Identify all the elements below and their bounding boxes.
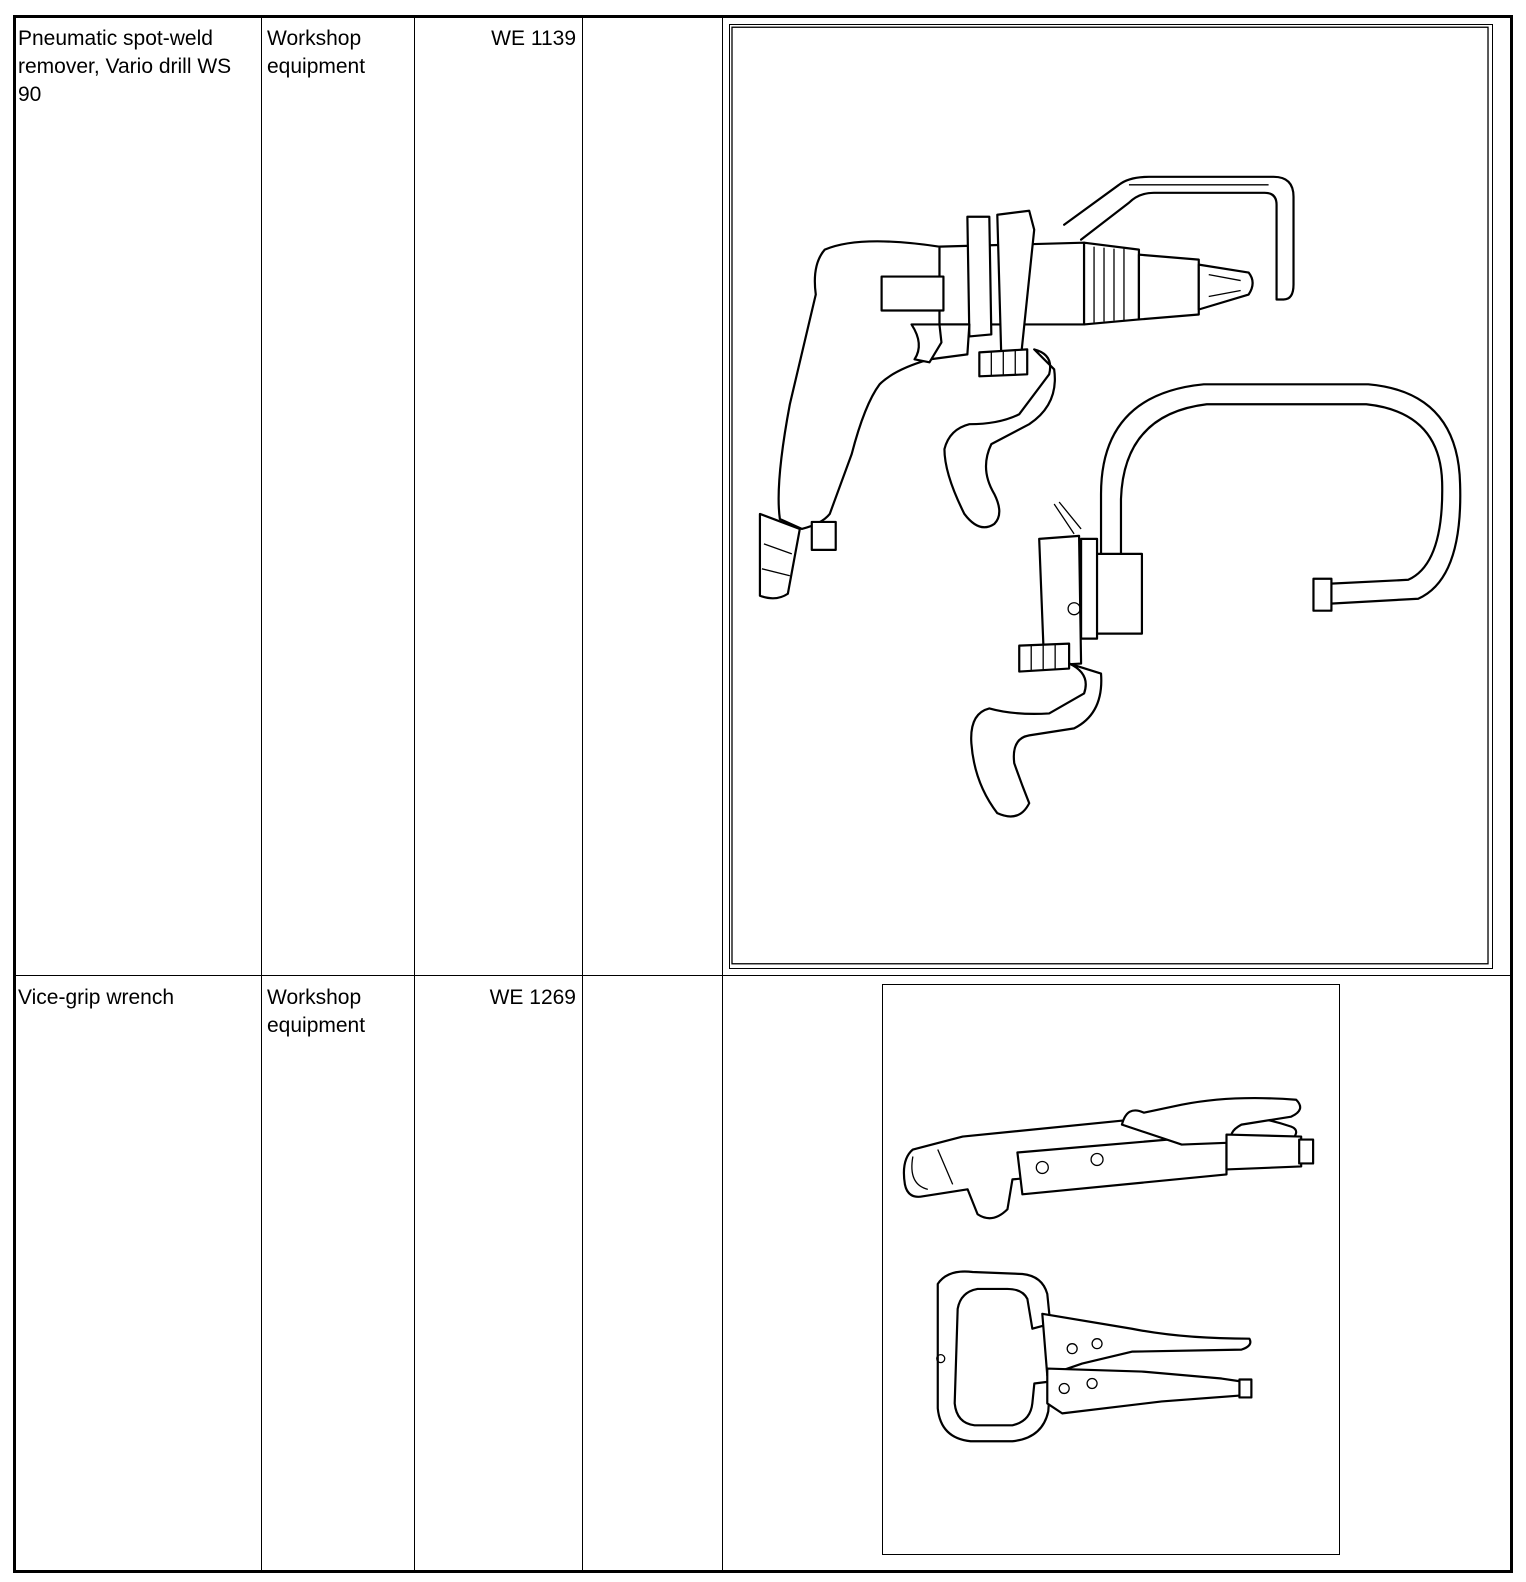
row-divider	[16, 975, 1510, 976]
tool-description: Pneumatic spot-weld remover, Vario drill WS 90	[18, 27, 232, 106]
vice-grip-wrench-drawing	[882, 984, 1340, 1555]
tool-category: Workshop equipment	[267, 27, 366, 78]
column-divider	[414, 18, 415, 1570]
column-divider	[261, 18, 262, 1570]
tool-code: WE 1269	[489, 986, 576, 1009]
vice-grip-wrench-icon	[883, 985, 1339, 1554]
spot-weld-remover-drawing	[729, 24, 1493, 969]
tool-category: Workshop equipment	[267, 986, 366, 1037]
tool-code: WE 1139	[491, 27, 576, 50]
column-divider	[722, 18, 723, 1570]
tool-description: Vice-grip wrench	[18, 986, 175, 1009]
tool-table	[13, 15, 1513, 1573]
spot-weld-remover-icon	[730, 25, 1492, 968]
column-divider	[582, 18, 583, 1570]
